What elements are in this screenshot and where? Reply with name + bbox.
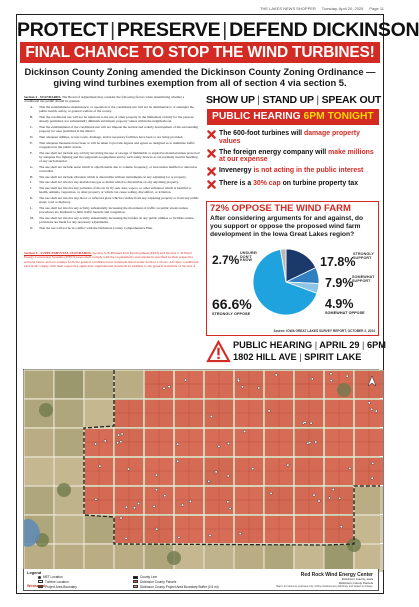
turbine-location xyxy=(346,375,348,377)
turbine-location xyxy=(104,440,106,442)
turbine-location xyxy=(368,402,370,404)
issue-date: Tuesday, April 20, 2025 xyxy=(321,6,364,11)
public-hearing-tonight-banner xyxy=(207,109,379,125)
standard-item xyxy=(24,105,200,113)
running-head xyxy=(16,6,384,14)
somewhat-oppose-label: SOMEWHAT OPPOSE xyxy=(325,311,365,315)
strong-support-percent: 17.8% xyxy=(320,255,356,269)
poll-source: Source: IOWA GREAT LAKES SURVEY REPORT, OCTOBER 2, 2024 xyxy=(273,329,375,333)
standard-item xyxy=(24,115,200,123)
cta-separator: | xyxy=(316,94,319,106)
hearing-separator: | xyxy=(362,340,365,350)
stand-up: STAND UP xyxy=(262,94,314,106)
turbine-location xyxy=(227,501,229,503)
legend-label: Dickinson County Project Area Boundary Buffer (0.5 mi) xyxy=(140,584,219,589)
standard-text: That the conditional use will not be injurious to the use of other property in the immediate vicinity for the purpose already permitted, nor substantially diminish and impair property values within the neighborhood. xyxy=(39,115,194,124)
legend-item xyxy=(38,575,133,579)
final-chance-banner: FINAL CHANCE TO STOP THE WIND TURBINES! xyxy=(20,42,380,63)
turbine-location xyxy=(120,517,122,519)
x-mark-icon xyxy=(207,149,216,158)
turbine-location xyxy=(339,497,341,499)
turbine-location xyxy=(241,386,243,388)
legend-swatch xyxy=(133,585,138,588)
tree-patch xyxy=(57,483,71,497)
standard-letter: E. xyxy=(30,140,33,145)
turbine-location xyxy=(210,415,212,417)
standard-item xyxy=(24,141,200,149)
legend-item xyxy=(38,580,133,584)
turbine-location xyxy=(181,504,183,506)
reason-item xyxy=(207,180,379,189)
standard-item xyxy=(24,196,200,204)
reason-text: The foreign energy company will make millions at our expense xyxy=(219,148,374,164)
tree-patch xyxy=(167,551,181,565)
poll-box xyxy=(206,201,379,336)
x-mark-icon xyxy=(207,167,216,176)
standard-letter: H. xyxy=(30,174,34,179)
turbine-location xyxy=(177,460,179,462)
turbine-location xyxy=(184,379,186,381)
turbine-location xyxy=(178,536,180,538)
public-hearing-label: PUBLIC HEARING xyxy=(212,111,304,122)
reason-item xyxy=(207,130,379,145)
section-4-intro: The Board of Adjustment may consider the following factors when determining whether a conditional use permit should be granted. xyxy=(24,95,185,104)
turbine-location xyxy=(340,526,342,528)
turbine-location xyxy=(372,462,374,464)
standard-item xyxy=(24,151,200,163)
turbine-location xyxy=(311,378,313,380)
hearing-time: 6PM xyxy=(366,340,386,350)
tree-patch xyxy=(39,403,53,417)
standard-text: That the establishment of the conditional use will not impede the normal and orderly development of the surrounding property for uses permitted in the district. xyxy=(39,125,199,134)
tonight-time: 6PM TONIGHT xyxy=(303,111,374,122)
standard-letter: C. xyxy=(30,125,34,130)
standard-item xyxy=(24,165,200,173)
poll-question: After considering arguments for and against, do you support or oppose the proposed wind farm development in the Iowa Great Lakes region? xyxy=(210,215,364,238)
ordinance-section-5 xyxy=(24,251,200,268)
standard-text: That adequate utilities, access roads, drainage, and/or necessary facilities have been or are being provided. xyxy=(39,135,184,140)
turbine-location xyxy=(218,445,220,447)
standard-text: The use shall not involve any activity substantially increasing the movement of traffic on public streets unless procedures are instituted to limit traffic hazards and congestion. xyxy=(39,205,188,215)
label-somewhat-support-text xyxy=(352,276,378,283)
section-5-heading: Section 5 - SUPPLEMENTAL STANDARDS. xyxy=(24,251,92,255)
x-mark-icon xyxy=(207,130,216,139)
warning-icon xyxy=(207,341,230,362)
turbine-location xyxy=(215,471,217,473)
turbine-location xyxy=(120,441,122,443)
label-unsure xyxy=(212,254,239,266)
section-5-text: Section 5. B Planned Unit Development (PUD) and Section 5. D Wind Energy Conversion Systems (WECS) uses shall comply with the requirements and standards specified in their respective sections below and are exempt from the general conditional use standards listed under Section 4 above. All other conditional uses shall comply with their respective applicable supplemental standards in addition to the general standards of Section 4. xyxy=(24,251,199,268)
turbine-location xyxy=(153,505,155,507)
hearing-line-2 xyxy=(233,352,361,363)
turbine-location xyxy=(370,408,372,410)
turbine-location xyxy=(330,373,332,375)
turbine-location xyxy=(237,380,239,382)
turbine-location xyxy=(328,497,330,499)
paper-name: THE LAKES NEWS SHOPPER xyxy=(260,6,316,11)
legend-label: County Line xyxy=(140,575,158,579)
turbine-location xyxy=(117,434,119,436)
tree-patch xyxy=(337,383,351,397)
section-4-heading: Section 4 - STANDARDS. xyxy=(24,95,62,99)
legend-label: Project Area Boundary xyxy=(45,584,77,589)
hearing-city: SPIRIT LAKE xyxy=(304,352,362,362)
ordinance-section-4 xyxy=(24,95,200,311)
legend-swatch xyxy=(133,580,138,583)
turbine-location xyxy=(127,468,129,470)
section-4-lead xyxy=(24,95,200,103)
hearing-details xyxy=(206,339,386,364)
turbine-location xyxy=(287,464,289,466)
standard-text: The use shall not involve any malodorous gas or matter which is discernible on any adjoining property. xyxy=(39,180,179,185)
turbine-location xyxy=(227,475,229,477)
legend-label: MET Location xyxy=(43,575,63,579)
project-location: Dickinson County, Iowa xyxy=(341,577,373,581)
headline-separator: | xyxy=(222,19,228,41)
turbine-location xyxy=(375,410,377,412)
reasons-list xyxy=(207,130,379,192)
cta-separator: | xyxy=(257,94,260,106)
strong-oppose-percent: 66.6% xyxy=(212,296,252,312)
standard-item xyxy=(24,216,200,224)
standard-text: The use shall not involve any direct or reflected glare which is visible from any adjoining property or from any public street, road or highway. xyxy=(39,196,199,205)
turbine-location xyxy=(313,494,315,496)
legend-item xyxy=(133,575,228,579)
turbine-location xyxy=(177,443,179,445)
x-mark-icon xyxy=(207,180,216,189)
standard-letter: B. xyxy=(30,115,34,120)
headline-preserve: PRESERVE xyxy=(116,19,221,41)
turbine-location xyxy=(125,506,127,508)
label-unsure-text xyxy=(240,251,258,263)
turbine-location xyxy=(227,442,229,444)
label-somewhat-support xyxy=(325,277,354,290)
turbine-location xyxy=(258,387,260,389)
turbine-location xyxy=(330,379,332,381)
standard-item xyxy=(24,226,200,230)
show-up: SHOW UP xyxy=(206,94,255,106)
turbine-location xyxy=(116,442,118,444)
headline-protect: PROTECT xyxy=(17,19,109,41)
turbine-location xyxy=(275,374,277,376)
turbine-location xyxy=(168,385,170,387)
turbine-location xyxy=(229,507,231,509)
project-area-map xyxy=(23,369,379,569)
standard-item xyxy=(24,206,200,214)
standard-letter: N. xyxy=(30,225,34,230)
unsure-label: UNSURE/ DON'T KNOW xyxy=(240,251,258,263)
standards-list xyxy=(24,105,200,230)
standard-text: That the use will not be in conflict with the Dickinson County Comprehensive Plan. xyxy=(39,225,153,230)
turbine-location xyxy=(189,500,191,502)
legend-swatch xyxy=(38,576,41,579)
poll-pie-chart xyxy=(251,247,321,317)
somewhat-support-percent: 7.9% xyxy=(325,276,354,290)
subheadline: Dickinson County Zoning amended the Dickinson County Zoning Ordinance — giving wind turbines exemption from all of section 4 via section 5. xyxy=(24,66,376,88)
strong-oppose-label: STRONGLY OPPOSE xyxy=(212,311,251,316)
standard-letter: F. xyxy=(30,150,33,155)
turbine-location xyxy=(268,410,270,412)
legend-label: Turbine Location xyxy=(45,579,69,584)
hearing-date: APRIL 29 xyxy=(319,340,360,350)
standard-text: That the establishment, maintenance, or operation of the conditional use will not be detrimental to or endanger the public health, safety, or general welfare of the county. xyxy=(39,105,194,114)
label-strong-support-text xyxy=(353,253,377,260)
legend-item xyxy=(38,585,133,589)
label-strong-oppose xyxy=(212,297,252,316)
standard-text: The use shall not involve any pollution of the air by fly-ash, dust, vapors, or other substance which is harmful to health, animals, vegetation, or other property or which can cause soiling, discomfort, or irritation. xyxy=(39,186,192,195)
turbine-location xyxy=(349,467,351,469)
turbine-location xyxy=(243,430,245,432)
standard-letter: D. xyxy=(30,135,34,140)
project-title: Red Rock Wind Energy Center xyxy=(300,572,373,578)
turbine-location xyxy=(163,387,165,389)
turbine-location xyxy=(133,507,135,509)
turbine-location xyxy=(239,532,241,534)
main-headline xyxy=(17,19,419,42)
standard-letter: M. xyxy=(30,215,34,220)
label-somewhat-oppose xyxy=(325,298,365,316)
hearing-line-1 xyxy=(233,340,386,351)
turbine-location xyxy=(121,433,123,435)
turbine-location xyxy=(209,534,211,536)
map-note: Map is for reference purposes only; turbine locations are preliminary and subject to change. xyxy=(276,585,373,589)
label-strong-support xyxy=(320,254,355,270)
turbine-location xyxy=(309,441,311,443)
call-to-action-title xyxy=(206,94,380,106)
headline-separator: | xyxy=(110,19,115,41)
standard-item xyxy=(24,125,200,133)
standard-text: The use shall not include noise which is objectionable due to volume, frequency, or beat unless muffled or otherwise controlled. xyxy=(39,164,198,173)
turbine-location xyxy=(155,489,157,491)
standard-letter: L. xyxy=(30,205,33,210)
legend-label: Dickinson County Parcels xyxy=(140,579,177,584)
standard-text: The use shall not include any activity involving the use or storage of flammable or explosive material unless protected by adequate fire fighting and fire suppression equipment and by such safety devices as are normally used in handling of any such material. xyxy=(39,150,200,163)
turbine-location xyxy=(371,477,373,479)
hearing-title: PUBLIC HEARING xyxy=(233,340,313,350)
turbine-location xyxy=(270,492,272,494)
reason-item xyxy=(207,167,379,176)
map-image xyxy=(24,370,380,570)
standard-text: The use shall not involve any activity substantially increasing the burden on any public utilities or facilities unless provisions are made for any necessary adjustments. xyxy=(39,215,194,225)
legend-title: Legend xyxy=(27,570,42,575)
turbine-location xyxy=(304,421,306,423)
turbine-location xyxy=(155,528,157,530)
strong-support-label: STRONGLY SUPPORT xyxy=(353,252,374,260)
standard-letter: I. xyxy=(30,180,32,185)
standard-letter: J. xyxy=(30,186,33,191)
turbine-location xyxy=(332,488,334,490)
turbine-location xyxy=(315,441,317,443)
reason-text: The 600-foot turbines will damage property values xyxy=(219,130,360,145)
standard-letter: A. xyxy=(30,105,34,110)
turbine-location xyxy=(155,474,157,476)
turbine-location xyxy=(125,537,127,539)
hearing-separator: | xyxy=(314,340,318,350)
standard-item xyxy=(24,175,200,179)
standard-item xyxy=(24,135,200,139)
turbine-location xyxy=(164,495,166,497)
turbine-location xyxy=(252,467,254,469)
poll-title: 72% OPPOSE THE WIND FARM xyxy=(207,202,378,215)
standard-text: That adequate measures have been or will be taken to provide ingress and egress so designed as to minimize traffic congestion in the public streets. xyxy=(39,140,195,149)
speak-out: SPEAK OUT xyxy=(321,94,382,106)
legend-swatch xyxy=(133,576,138,579)
standard-letter: K. xyxy=(30,196,34,201)
legend-item xyxy=(133,585,228,589)
reason-text: Invenergy is not acting in the public interest xyxy=(219,167,364,175)
standard-letter: G. xyxy=(30,164,34,169)
legend-swatch xyxy=(38,580,43,583)
turbine-location xyxy=(318,500,320,502)
map-legend xyxy=(23,569,379,591)
reason-text: There is a 30% cap on turbine property tax xyxy=(219,179,359,187)
hearing-address: 1802 HILL AVE xyxy=(233,352,297,362)
somewhat-oppose-percent: 4.9% xyxy=(325,297,354,311)
turbine-location xyxy=(94,443,96,445)
ad-frame xyxy=(16,14,419,594)
legend-item xyxy=(133,580,228,584)
standard-text: The use shall not include vibration which is discernible without instruments on any adjoining lot or property. xyxy=(39,174,187,179)
unsure-percent: 2.7% xyxy=(212,253,240,267)
somewhat-support-label: SOMEWHAT SUPPORT xyxy=(352,275,375,283)
page-number: Page 11 xyxy=(369,6,384,11)
legend-items xyxy=(38,575,228,589)
reason-item xyxy=(207,149,379,164)
hearing-separator: | xyxy=(299,352,302,362)
standard-item xyxy=(24,180,200,184)
turbine-location xyxy=(99,465,101,467)
turbine-location xyxy=(208,480,210,482)
turbine-location xyxy=(310,422,312,424)
westwood-logo: Westwood xyxy=(27,584,45,588)
turbine-location xyxy=(137,502,139,504)
turbine-location xyxy=(95,498,97,500)
project-layer: Dickinson County Parcels xyxy=(338,580,373,585)
headline-defend: DEFEND DICKINSON xyxy=(229,19,419,41)
standard-item xyxy=(24,186,200,194)
